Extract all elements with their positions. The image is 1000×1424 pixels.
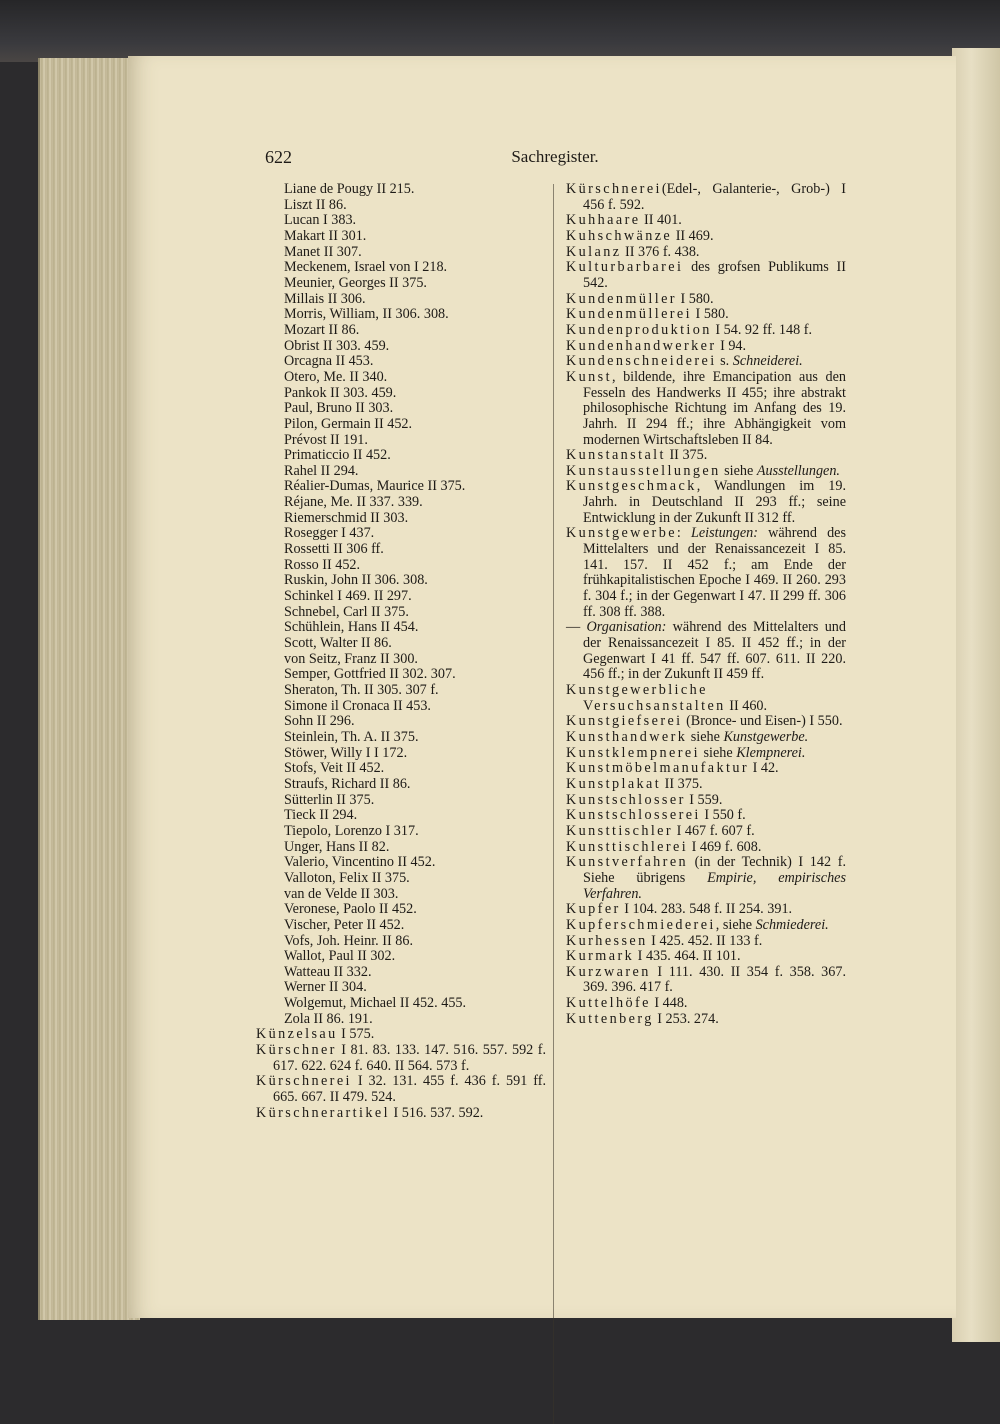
index-entry (256, 840, 546, 856)
index-entry (256, 401, 546, 417)
index-entry (256, 276, 546, 292)
index-entry (256, 386, 546, 402)
index-term: Kuhhaare (566, 212, 641, 229)
index-term: Kundenschneiderei (566, 353, 717, 370)
page-edges (38, 58, 140, 1320)
index-text: II 469. (672, 227, 714, 244)
index-text: (in der Technik) I 142 f. Siehe übrigens (583, 854, 846, 886)
index-text: Semper, Gottfried II 302. 307. (284, 666, 456, 683)
index-text: während des Mittelalters und der Renaissancezeit I 85. 141. 157. II 452 f.; am Ende der frühkapitalistischen Epoche I 469. II 260. 293 f. 304 f.; in der Gegenwart I 47. II 299 ff. 306 ff. 308 ff. 388. (583, 525, 846, 620)
page-title: Sachregister. (511, 147, 599, 166)
index-text: Unger, Hans II 82. (284, 838, 390, 855)
index-text: I 81. 83. 133. 147. 516. 557. 592 f. 617. 622. 624 f. 640. II 564. 573 f. (273, 1042, 546, 1074)
cross-reference: Leistungen: (690, 525, 758, 542)
column-divider (553, 184, 554, 1424)
index-text: I 94. (716, 337, 747, 354)
index-text: von Seitz, Franz II 300. (284, 650, 418, 667)
cross-reference: Ausstellungen. (756, 462, 840, 479)
index-text: I 580. (676, 290, 714, 307)
index-text: I 575. (337, 1026, 375, 1043)
index-term: Kundenmüller (566, 290, 677, 307)
index-entry (256, 667, 546, 683)
index-entry (256, 589, 546, 605)
index-text: , siehe (715, 916, 756, 933)
index-entry (256, 620, 546, 636)
index-entry (566, 855, 846, 902)
index-term: Kürschner (256, 1042, 337, 1059)
index-term: Kunstplakat (566, 775, 662, 792)
index-term: Kunstschlosser (566, 791, 686, 808)
index-entry (256, 934, 546, 950)
index-entry (256, 1043, 546, 1074)
page-number: 622 (265, 147, 292, 167)
index-text: Prévost II 191. (284, 431, 368, 448)
index-text: I 516. 537. 592. (389, 1104, 484, 1121)
index-text: Wallot, Paul II 302. (284, 948, 396, 965)
index-text: I 111. 430. II 354 f. 358. 367. 369. 396. 417 f. (583, 963, 846, 996)
index-entry (256, 777, 546, 793)
index-entry (256, 213, 546, 229)
index-text: , Wandlungen im 19. Jahrh. in Deutschland II 293 ff.; seine Entwicklung in der Zukunft II 312 ff. (583, 478, 846, 526)
index-entry (566, 730, 846, 746)
index-text: I 580. (692, 306, 729, 323)
index-text: Sohn II 296. (284, 713, 355, 730)
index-entry (256, 793, 546, 809)
index-text: Rahel II 294. (284, 462, 359, 479)
index-entry (256, 558, 546, 574)
index-text: Réjane, Me. II 337. 339. (284, 494, 423, 511)
index-term: Kunstklempnerei (566, 744, 700, 761)
index-entry (256, 605, 546, 621)
index-text: II 401. (640, 212, 682, 229)
index-term: Kurzwaren (566, 963, 651, 980)
index-entry (256, 636, 546, 652)
index-term: Kunst (566, 368, 612, 385)
index-entry (256, 573, 546, 589)
index-term: Kürschnerei (256, 1073, 352, 1090)
index-text: Straufs, Richard II 86. (284, 775, 411, 792)
index-entry (566, 245, 846, 261)
index-text: Obrist II 303. 459. (284, 337, 390, 354)
index-term: Kurhessen (566, 932, 648, 949)
index-column-right (566, 182, 846, 1027)
index-text: I 253. 274. (653, 1010, 719, 1027)
index-text: Schinkel I 469. II 297. (284, 588, 412, 605)
index-text: Riemerschmid II 303. (284, 509, 409, 526)
index-text: Scott, Walter II 86. (284, 635, 392, 652)
cross-reference: Schmiederei. (755, 916, 829, 933)
index-entry (566, 339, 846, 355)
index-entry (566, 323, 846, 339)
index-text: Meckenem, Israel von I 218. (284, 259, 448, 276)
index-text: I 32. 131. 455 f. 436 f. 591 ff. 665. 667. II 479. 524. (273, 1073, 546, 1106)
index-text: I 435. 464. II 101. (634, 948, 741, 965)
index-entry (256, 229, 546, 245)
index-entry (256, 730, 546, 746)
index-text: Valerio, Vincentino II 452. (284, 854, 436, 871)
index-entry (256, 996, 546, 1012)
index-text: Tieck II 294. (284, 807, 358, 824)
index-text: Sheraton, Th. II 305. 307 f. (284, 682, 439, 698)
index-entry (256, 855, 546, 871)
index-text: siehe (699, 744, 737, 761)
index-entry (256, 714, 546, 730)
index-entry (256, 182, 546, 198)
index-text: Zola II 86. 191. (284, 1010, 373, 1027)
index-text: Liszt II 86. (284, 196, 347, 213)
index-text: Otero, Me. II 340. (284, 368, 388, 385)
index-text: Mozart II 86. (284, 321, 360, 338)
index-term: Kürschnerartikel (256, 1104, 390, 1121)
index-text: — (566, 619, 587, 636)
index-term: Kürschnerei (566, 181, 662, 197)
index-text: I 469 f. 608. (688, 838, 762, 855)
index-entry (566, 448, 846, 464)
index-entry (256, 448, 546, 464)
index-text: Réalier-Dumas, Maurice II 375. (284, 478, 466, 495)
index-column-left (256, 182, 546, 1121)
index-entry (256, 980, 546, 996)
index-term: Kundenproduktion (566, 321, 712, 338)
index-entry (566, 761, 846, 777)
index-entry (256, 495, 546, 511)
index-text: : (676, 525, 691, 542)
index-term: Kunstausstellungen (566, 462, 721, 479)
index-term: Kurmark (566, 948, 635, 965)
index-entry (566, 292, 846, 308)
index-entry (566, 824, 846, 840)
index-entry (566, 182, 846, 213)
index-text: Vofs, Joh. Heinr. II 86. (284, 932, 413, 949)
index-text: Wolgemut, Michael II 452. 455. (284, 995, 467, 1012)
index-text: Watteau II 332. (284, 963, 372, 980)
index-entry (256, 433, 546, 449)
index-entry (256, 526, 546, 542)
index-term: Künzelsau (256, 1026, 338, 1043)
index-entry (256, 808, 546, 824)
index-text: I 42. (749, 760, 779, 777)
index-term: Kunstmöbelmanufaktur (566, 760, 750, 777)
index-entry (566, 965, 846, 996)
index-text: Rossetti II 306 ff. (284, 541, 384, 558)
index-text: siehe (687, 728, 724, 745)
index-text: Ruskin, John II 306. 308. (284, 572, 428, 589)
right-page-edge (952, 48, 1000, 1342)
index-entry (566, 949, 846, 965)
cross-reference: Organisation: (586, 619, 667, 636)
index-text: I 425. 452. II 133 f. (647, 932, 763, 949)
index-term: Kunstanstalt (566, 447, 666, 464)
index-entry (256, 339, 546, 355)
index-entry (566, 902, 846, 918)
index-text: Sütterlin II 375. (284, 791, 375, 808)
index-term: Kuttenberg (566, 1010, 654, 1027)
index-entry (566, 746, 846, 762)
index-text: Vischer, Peter II 452. (284, 916, 405, 933)
index-entry (566, 1012, 846, 1028)
index-entry (256, 245, 546, 261)
index-entry (256, 542, 546, 558)
index-text: Millais II 306. (284, 290, 366, 307)
index-entry (256, 761, 546, 777)
index-text: Meunier, Georges II 375. (284, 274, 427, 291)
index-text: I 104. 283. 548 f. II 254. 391. (620, 901, 793, 918)
index-term: Kunstgiefserei (566, 713, 683, 730)
index-text: Rosso II 452. (284, 556, 361, 573)
index-term: Kuhschwänze (566, 227, 673, 244)
index-term: Kunsttischlerei (566, 838, 689, 855)
index-entry (256, 1106, 546, 1122)
index-text: Simone il Cronaca II 453. (284, 697, 431, 714)
index-entry (256, 323, 546, 339)
index-term: Kuttelhöfe (566, 995, 651, 1012)
index-entry (566, 370, 846, 448)
index-term: Kunstgewerbe (566, 525, 677, 542)
book-cover-top (0, 0, 1000, 62)
index-text: Morris, William, II 306. 308. (284, 306, 449, 323)
index-text: (Bronce- und Eisen-) I 550. (682, 713, 843, 730)
index-text: Werner II 304. (284, 979, 367, 996)
index-entry (256, 918, 546, 934)
index-text: Pilon, Germain II 452. (284, 415, 413, 432)
index-term: Kunstschlosserei (566, 807, 701, 824)
index-entry (256, 354, 546, 370)
index-text: Schnebel, Carl II 375. (284, 603, 409, 620)
index-text: Paul, Bruno II 303. (284, 400, 394, 417)
index-text: II 375. (665, 447, 708, 464)
index-entry (566, 996, 846, 1012)
index-entry (566, 464, 846, 480)
index-entry (256, 746, 546, 762)
index-text: Tiepolo, Lorenzo I 317. (284, 822, 419, 839)
index-entry (256, 699, 546, 715)
index-term: Kunstgewerbliche Versuchsanstalten (566, 682, 726, 714)
index-text: während des Mittelalters und der Renaissancezeit I 85. II 452 ff.; in der Gegenwart I 41 ff. 547 ff. 607. 611. II 220. 456 ff.; in der Zukunft II 459 ff. (583, 619, 846, 683)
index-text: Valloton, Felix II 375. (284, 869, 410, 886)
index-text: Orcagna II 453. (284, 353, 374, 370)
index-entry (256, 292, 546, 308)
index-entry (256, 479, 546, 495)
index-entry (566, 714, 846, 730)
index-entry (256, 511, 546, 527)
index-entry (566, 260, 846, 291)
index-text: van de Velde II 303. (284, 885, 399, 902)
index-entry (256, 871, 546, 887)
cross-reference: Kunstgewerbe. (723, 728, 809, 745)
index-text: , bildende, ihre Emancipation aus den Fesseln des Handwerks II 455; ihre abstrakt philosophische Richtung im Anfang des 19. Jahrh. II 294 ff.; ihre Abhängigkeit vom modernen Wirtschaftsleben II 84. (583, 368, 846, 448)
index-text: Steinlein, Th. A. II 375. (284, 728, 419, 745)
index-entry (256, 652, 546, 668)
index-entry (256, 965, 546, 981)
index-entry (256, 198, 546, 214)
index-entry (256, 260, 546, 276)
index-entry (566, 229, 846, 245)
index-term: Kulturbarbarei (566, 259, 684, 276)
index-entry (256, 1027, 546, 1043)
index-entry (566, 793, 846, 809)
index-text: siehe (720, 462, 757, 479)
index-entry (566, 526, 846, 620)
index-entry (566, 808, 846, 824)
index-text: Makart II 301. (284, 227, 367, 244)
index-text: I 448. (650, 995, 688, 1012)
index-text: Veronese, Paolo II 452. (284, 901, 417, 918)
index-entry (256, 902, 546, 918)
index-entry (566, 918, 846, 934)
index-text: II 375. (661, 775, 703, 792)
index-term: Kunsthandwerk (566, 728, 688, 745)
index-text: des grofsen Publikums II 542. (583, 259, 846, 291)
index-text: II 460. (725, 697, 768, 714)
index-entry (256, 464, 546, 480)
index-entry (256, 417, 546, 433)
index-term: Kupfer (566, 901, 621, 918)
index-entry (566, 213, 846, 229)
index-text: I 550 f. (700, 807, 746, 824)
index-entry (566, 777, 846, 793)
index-entry (256, 824, 546, 840)
index-term: Kulanz (566, 243, 622, 260)
index-entry (566, 934, 846, 950)
cross-reference: Empirie, empirisches Verfahren. (583, 869, 846, 902)
cross-reference: Klempnerei. (736, 744, 806, 761)
index-text: Stofs, Veit II 452. (284, 760, 385, 777)
index-text: Rosegger I 437. (284, 525, 375, 542)
index-term: Kunsttischler (566, 822, 674, 839)
index-entry (566, 479, 846, 526)
index-entry (566, 683, 846, 714)
index-term: Kunstgeschmack (566, 478, 697, 495)
index-term: Kundenmüllerei (566, 306, 692, 323)
index-entry (566, 354, 846, 370)
index-text: Lucan I 383. (284, 212, 357, 229)
index-text: Stöwer, Willy I I 172. (284, 744, 408, 761)
index-entry (256, 1074, 546, 1105)
index-text: Liane de Pougy II 215. (284, 181, 415, 197)
index-entry (256, 683, 546, 699)
index-text: I 467 f. 607 f. (673, 822, 755, 839)
index-entry (566, 620, 846, 683)
index-text: Primaticcio II 452. (284, 447, 391, 464)
index-text: Manet II 307. (284, 243, 362, 260)
index-term: Kundenhandwerker (566, 337, 717, 354)
index-entry (256, 307, 546, 323)
index-entry (256, 949, 546, 965)
index-entry (256, 370, 546, 386)
index-text: II 376 f. 438. (621, 243, 700, 260)
index-entry (566, 307, 846, 323)
index-text: I 559. (685, 791, 723, 808)
index-text: (Edel-, Galanterie-, Grob-) I 456 f. 592. (583, 181, 846, 213)
index-text: s. (716, 353, 733, 370)
index-term: Kunstverfahren (566, 854, 689, 871)
index-entry (566, 840, 846, 856)
index-term: Kupferschmiederei (566, 916, 716, 933)
index-text: Pankok II 303. 459. (284, 384, 397, 401)
cross-reference: Schneiderei. (732, 353, 803, 370)
index-entry (256, 887, 546, 903)
index-entry (256, 1012, 546, 1028)
index-text: Schühlein, Hans II 454. (284, 619, 419, 636)
index-text: I 54. 92 ff. 148 f. (711, 321, 813, 338)
